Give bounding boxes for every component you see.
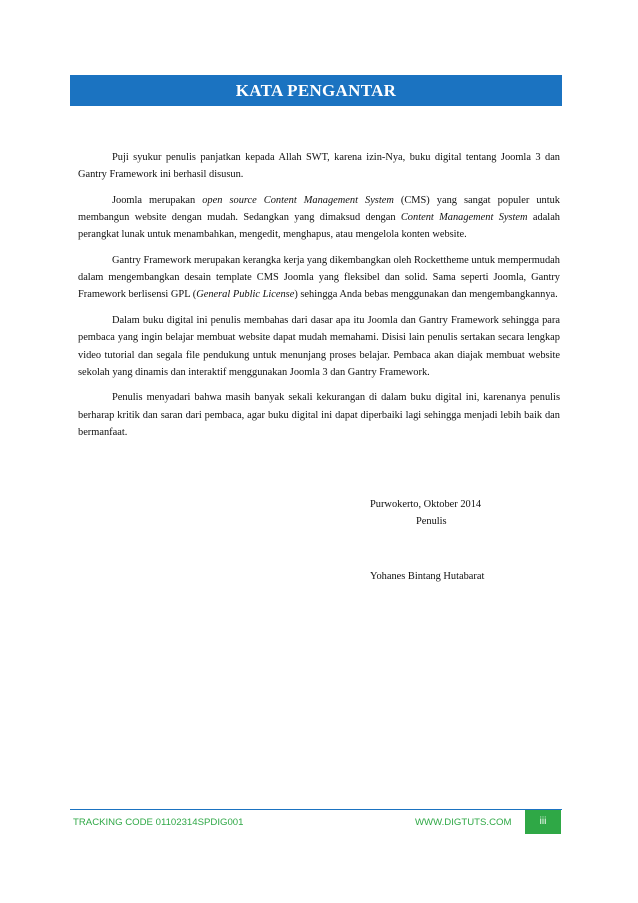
- page-number: iii: [525, 810, 561, 834]
- paragraph-5: Penulis menyadari bahwa masih banyak sekali kekurangan di dalam buku digital ini, karenanya penulis berharap kritik dan saran dari pembaca, agar buku digital ini dapat diperbaiki lagi sehingga menjadi lebih baik dan bermanfaat.: [78, 392, 560, 438]
- foreword-body: [78, 149, 560, 450]
- paragraph-2-emphasis-a: open source Content Management System: [202, 194, 394, 206]
- signature-block: [370, 496, 550, 586]
- paragraph-2: [78, 192, 560, 244]
- footer-website: WWW.DIGTUTS.COM: [415, 817, 512, 828]
- paragraph-2-text-a: Joomla merupakan: [112, 194, 203, 206]
- footer-tracking-code: TRACKING CODE 01102314SPDIG001: [73, 817, 244, 828]
- page-title: KATA PENGANTAR: [70, 75, 562, 106]
- signature-name: Yohanes Bintang Hutabarat: [370, 571, 485, 583]
- paragraph-3-emphasis: General Public License: [196, 289, 295, 301]
- paragraph-3-text-a: Gantry Framework merupakan kerangka kerja yang dikembangkan oleh Rockettheme untuk mempermudah dalam mengembangkan desain template CMS Joomla yang fleksibel dan solid. Sama seperti Joomla, Gantry Framework berlisensi GPL (: [78, 255, 560, 301]
- paragraph-2-text-c: adalah perangkat lunak untuk menambahkan, mengedit, menghapus, atau mengelola konten website.: [78, 212, 560, 241]
- paragraph-3-text-b: ) sehingga Anda bebas menggunakan dan mengembangkannya.: [294, 289, 558, 301]
- footer-divider: [70, 809, 562, 810]
- paragraph-3: [78, 252, 560, 304]
- signature-role: Penulis: [416, 516, 447, 528]
- paragraph-2-emphasis-b: Content Management System: [400, 212, 528, 224]
- signature-place-date: Purwokerto, Oktober 2014: [370, 499, 482, 510]
- paragraph-4: Dalam buku digital ini penulis membahas dari dasar apa itu Joomla dan Gantry Framework sehingga para pembaca yang ingin belajar membuat website dapat mudah memahami. Disisi lain penulis sertakan secara lengkap video tutorial dan segala file pendukung untuk menunjang proses belajar. Pembaca akan diajak membuat website sekolah yang dinamis dan interaktif menggunakan Joomla 3 dan Gantry Framework.: [78, 315, 560, 378]
- paragraph-2-text-b: (CMS) yang sangat populer untuk membangun website dengan mudah. Sedangkan yang dimaksud dengan: [78, 194, 561, 224]
- paragraph-1: Puji syukur penulis panjatkan kepada Allah SWT, karena izin-Nya, buku digital tentang Joomla 3 dan Gantry Framework ini berhasil disusun.: [78, 152, 560, 181]
